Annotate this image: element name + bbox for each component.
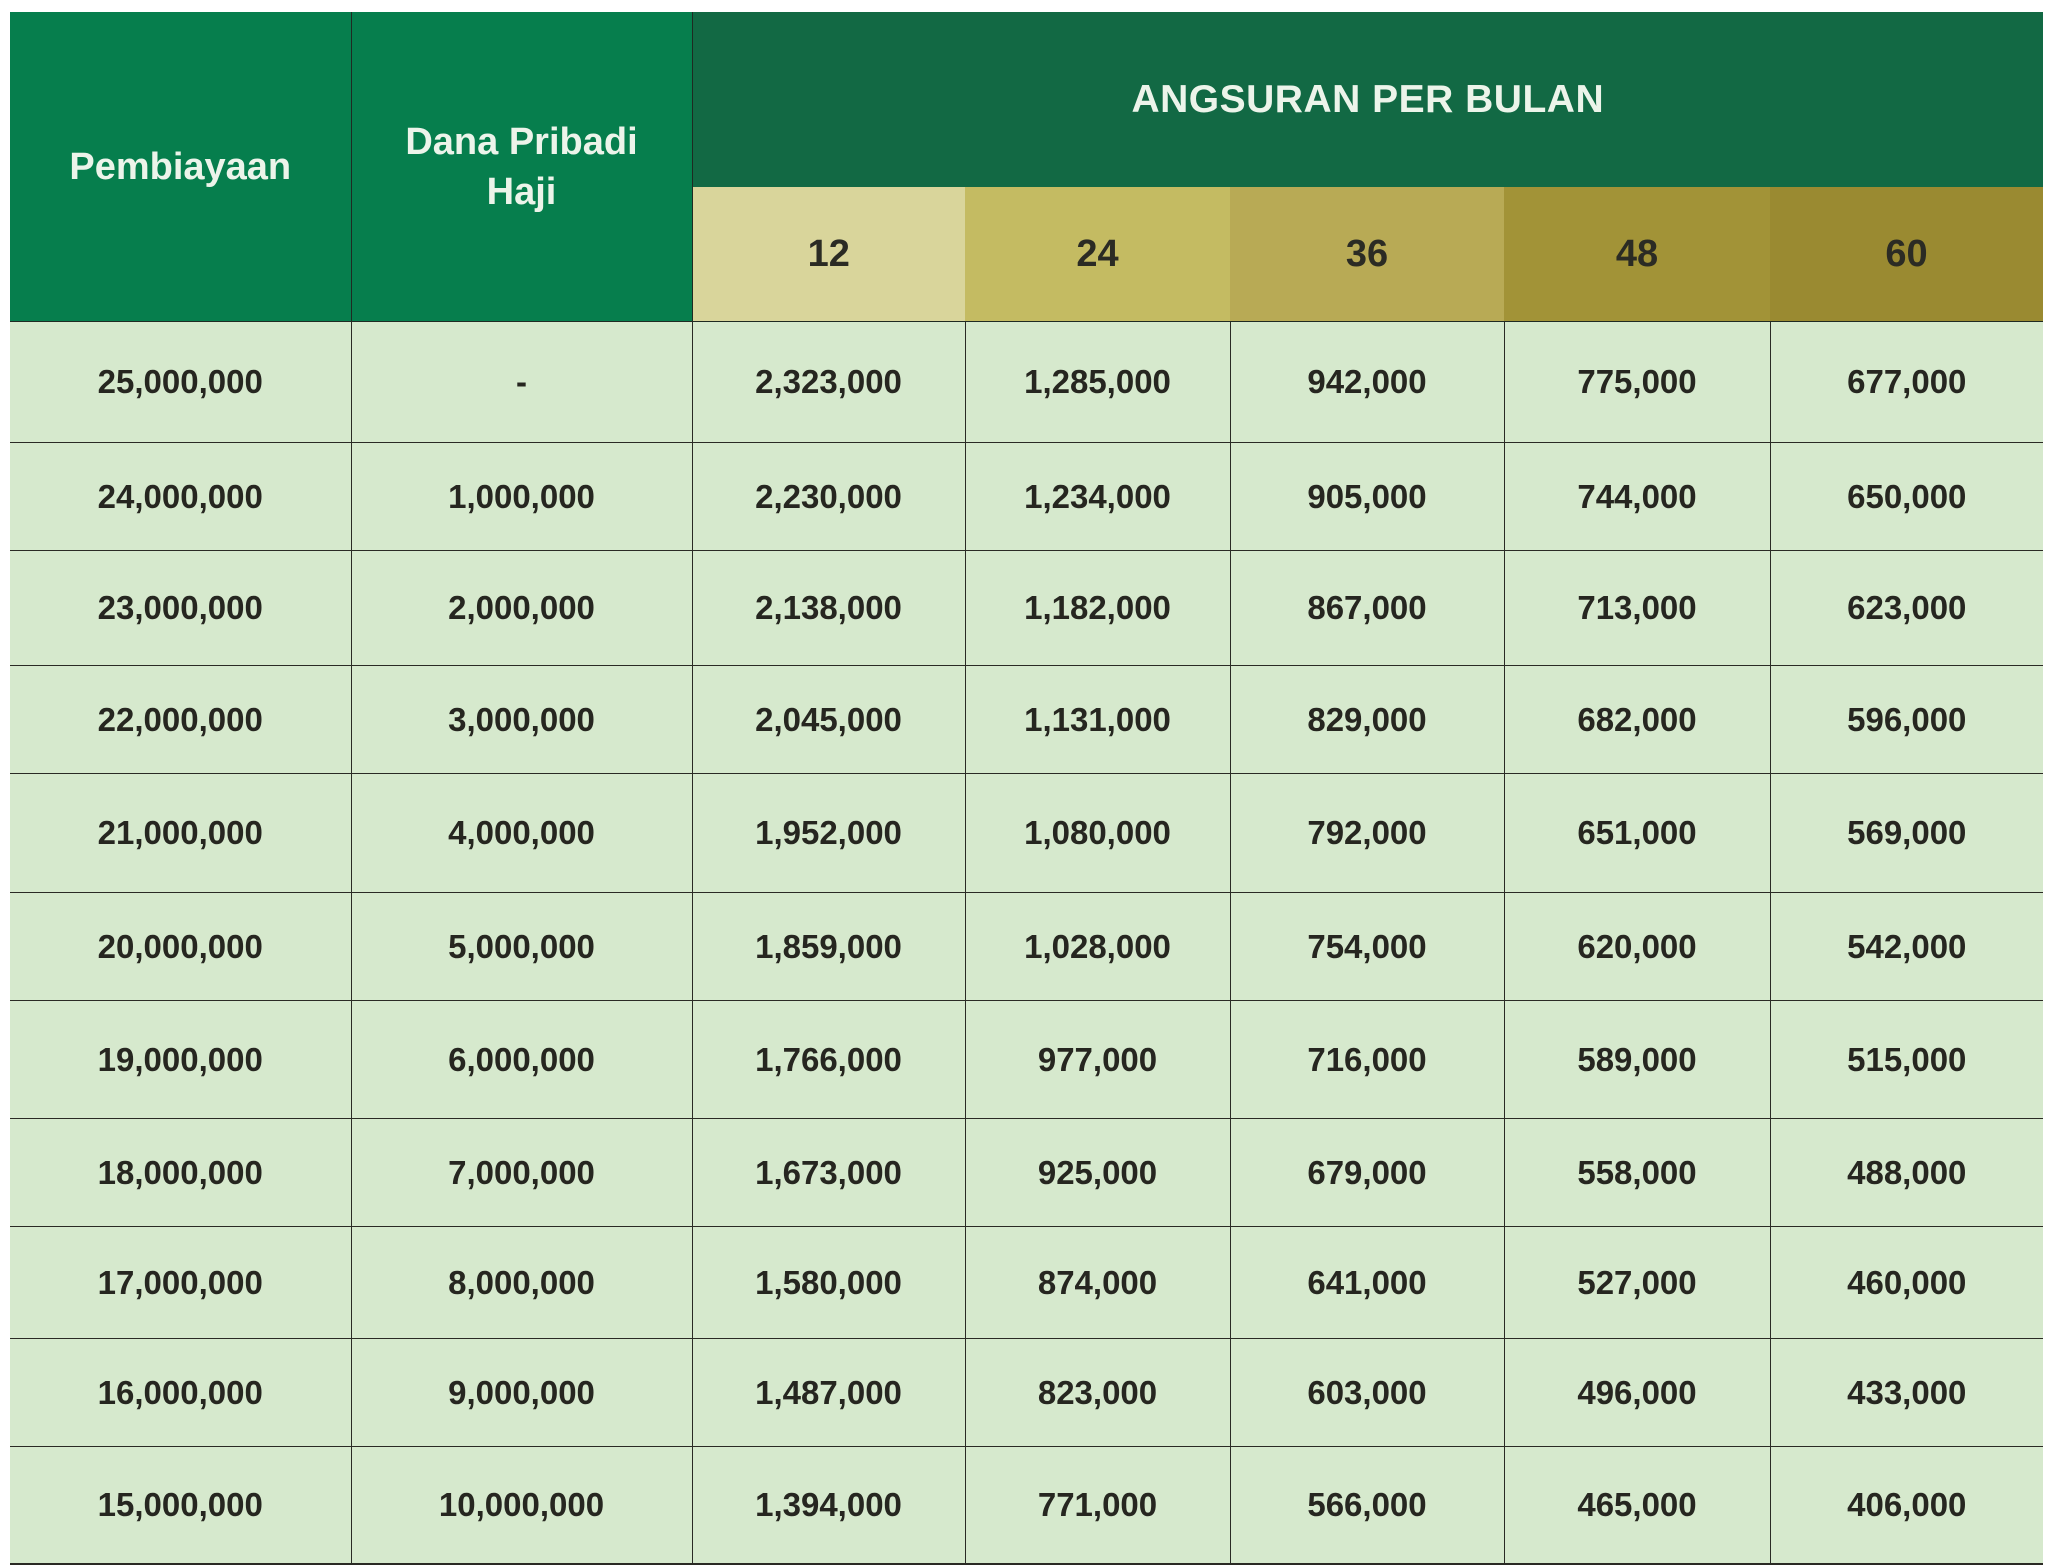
cell-pembiayaan: 19,000,000: [10, 1001, 351, 1119]
cell-angsuran: 515,000: [1770, 1001, 2043, 1119]
cell-dana-pribadi: 2,000,000: [351, 551, 692, 666]
table-header: [10, 12, 2043, 322]
table-row: [10, 666, 2043, 774]
cell-pembiayaan: 16,000,000: [10, 1339, 351, 1447]
table-row: [10, 322, 2043, 443]
cell-angsuran: 589,000: [1504, 1001, 1770, 1119]
cell-angsuran: 716,000: [1230, 1001, 1504, 1119]
tenor-header: 48: [1504, 187, 1770, 322]
cell-angsuran: 650,000: [1770, 443, 2043, 551]
cell-angsuran: 1,859,000: [692, 893, 965, 1001]
table-row: [10, 1227, 2043, 1339]
table-row: [10, 1001, 2043, 1119]
cell-dana-pribadi: 9,000,000: [351, 1339, 692, 1447]
cell-angsuran: 406,000: [1770, 1447, 2043, 1564]
table-row: [10, 443, 2043, 551]
cell-dana-pribadi: -: [351, 322, 692, 443]
cell-angsuran: 620,000: [1504, 893, 1770, 1001]
cell-angsuran: 1,487,000: [692, 1339, 965, 1447]
cell-angsuran: 603,000: [1230, 1339, 1504, 1447]
cell-angsuran: 682,000: [1504, 666, 1770, 774]
installment-table-wrapper: [10, 12, 2043, 1565]
cell-angsuran: 977,000: [965, 1001, 1230, 1119]
cell-angsuran: 1,234,000: [965, 443, 1230, 551]
table-row: [10, 893, 2043, 1001]
tenor-header: 36: [1230, 187, 1504, 322]
cell-pembiayaan: 21,000,000: [10, 774, 351, 893]
cell-angsuran: 2,323,000: [692, 322, 965, 443]
cell-angsuran: 792,000: [1230, 774, 1504, 893]
cell-angsuran: 623,000: [1770, 551, 2043, 666]
header-dana-pribadi: [351, 12, 692, 322]
cell-angsuran: 641,000: [1230, 1227, 1504, 1339]
cell-dana-pribadi: 8,000,000: [351, 1227, 692, 1339]
cell-dana-pribadi: 4,000,000: [351, 774, 692, 893]
cell-angsuran: 713,000: [1504, 551, 1770, 666]
cell-dana-pribadi: 5,000,000: [351, 893, 692, 1001]
cell-angsuran: 1,673,000: [692, 1119, 965, 1227]
cell-angsuran: 558,000: [1504, 1119, 1770, 1227]
cell-dana-pribadi: 10,000,000: [351, 1447, 692, 1564]
cell-dana-pribadi: 6,000,000: [351, 1001, 692, 1119]
cell-angsuran: 542,000: [1770, 893, 2043, 1001]
cell-angsuran: 1,028,000: [965, 893, 1230, 1001]
cell-pembiayaan: 25,000,000: [10, 322, 351, 443]
cell-pembiayaan: 22,000,000: [10, 666, 351, 774]
cell-angsuran: 1,766,000: [692, 1001, 965, 1119]
cell-pembiayaan: 20,000,000: [10, 893, 351, 1001]
cell-angsuran: 2,045,000: [692, 666, 965, 774]
cell-angsuran: 925,000: [965, 1119, 1230, 1227]
table-row: [10, 774, 2043, 893]
cell-angsuran: 2,230,000: [692, 443, 965, 551]
header-angsuran-per-bulan: ANGSURAN PER BULAN: [692, 12, 2043, 187]
cell-angsuran: 744,000: [1504, 443, 1770, 551]
cell-angsuran: 1,131,000: [965, 666, 1230, 774]
installment-table: [10, 12, 2043, 1565]
cell-angsuran: 1,952,000: [692, 774, 965, 893]
cell-angsuran: 874,000: [965, 1227, 1230, 1339]
cell-angsuran: 1,580,000: [692, 1227, 965, 1339]
table-row: [10, 1339, 2043, 1447]
header-row-top: [10, 12, 2043, 187]
cell-angsuran: 1,080,000: [965, 774, 1230, 893]
tenor-header: 12: [692, 187, 965, 322]
cell-angsuran: 829,000: [1230, 666, 1504, 774]
cell-angsuran: 679,000: [1230, 1119, 1504, 1227]
cell-angsuran: 488,000: [1770, 1119, 2043, 1227]
cell-angsuran: 905,000: [1230, 443, 1504, 551]
cell-angsuran: 433,000: [1770, 1339, 2043, 1447]
cell-angsuran: 677,000: [1770, 322, 2043, 443]
header-dana-pribadi-line2: Haji: [486, 170, 557, 213]
cell-pembiayaan: 17,000,000: [10, 1227, 351, 1339]
cell-angsuran: 754,000: [1230, 893, 1504, 1001]
cell-angsuran: 465,000: [1504, 1447, 1770, 1564]
cell-angsuran: 569,000: [1770, 774, 2043, 893]
table-row: [10, 551, 2043, 666]
table-row: [10, 1447, 2043, 1564]
cell-pembiayaan: 18,000,000: [10, 1119, 351, 1227]
cell-angsuran: 771,000: [965, 1447, 1230, 1564]
cell-angsuran: 596,000: [1770, 666, 2043, 774]
cell-dana-pribadi: 7,000,000: [351, 1119, 692, 1227]
table-row: [10, 1119, 2043, 1227]
cell-angsuran: 867,000: [1230, 551, 1504, 666]
tenor-header: 24: [965, 187, 1230, 322]
cell-pembiayaan: 24,000,000: [10, 443, 351, 551]
cell-angsuran: 942,000: [1230, 322, 1504, 443]
table-body: [10, 322, 2043, 1564]
cell-pembiayaan: 15,000,000: [10, 1447, 351, 1564]
cell-angsuran: 527,000: [1504, 1227, 1770, 1339]
cell-angsuran: 823,000: [965, 1339, 1230, 1447]
cell-angsuran: 566,000: [1230, 1447, 1504, 1564]
cell-angsuran: 496,000: [1504, 1339, 1770, 1447]
cell-angsuran: 775,000: [1504, 322, 1770, 443]
cell-dana-pribadi: 1,000,000: [351, 443, 692, 551]
cell-angsuran: 651,000: [1504, 774, 1770, 893]
cell-angsuran: 1,182,000: [965, 551, 1230, 666]
cell-angsuran: 1,285,000: [965, 322, 1230, 443]
cell-dana-pribadi: 3,000,000: [351, 666, 692, 774]
cell-angsuran: 460,000: [1770, 1227, 2043, 1339]
header-pembiayaan: Pembiayaan: [10, 12, 351, 322]
tenor-header: 60: [1770, 187, 2043, 322]
header-dana-pribadi-line1: Dana Pribadi: [405, 120, 638, 163]
cell-pembiayaan: 23,000,000: [10, 551, 351, 666]
cell-angsuran: 2,138,000: [692, 551, 965, 666]
cell-angsuran: 1,394,000: [692, 1447, 965, 1564]
